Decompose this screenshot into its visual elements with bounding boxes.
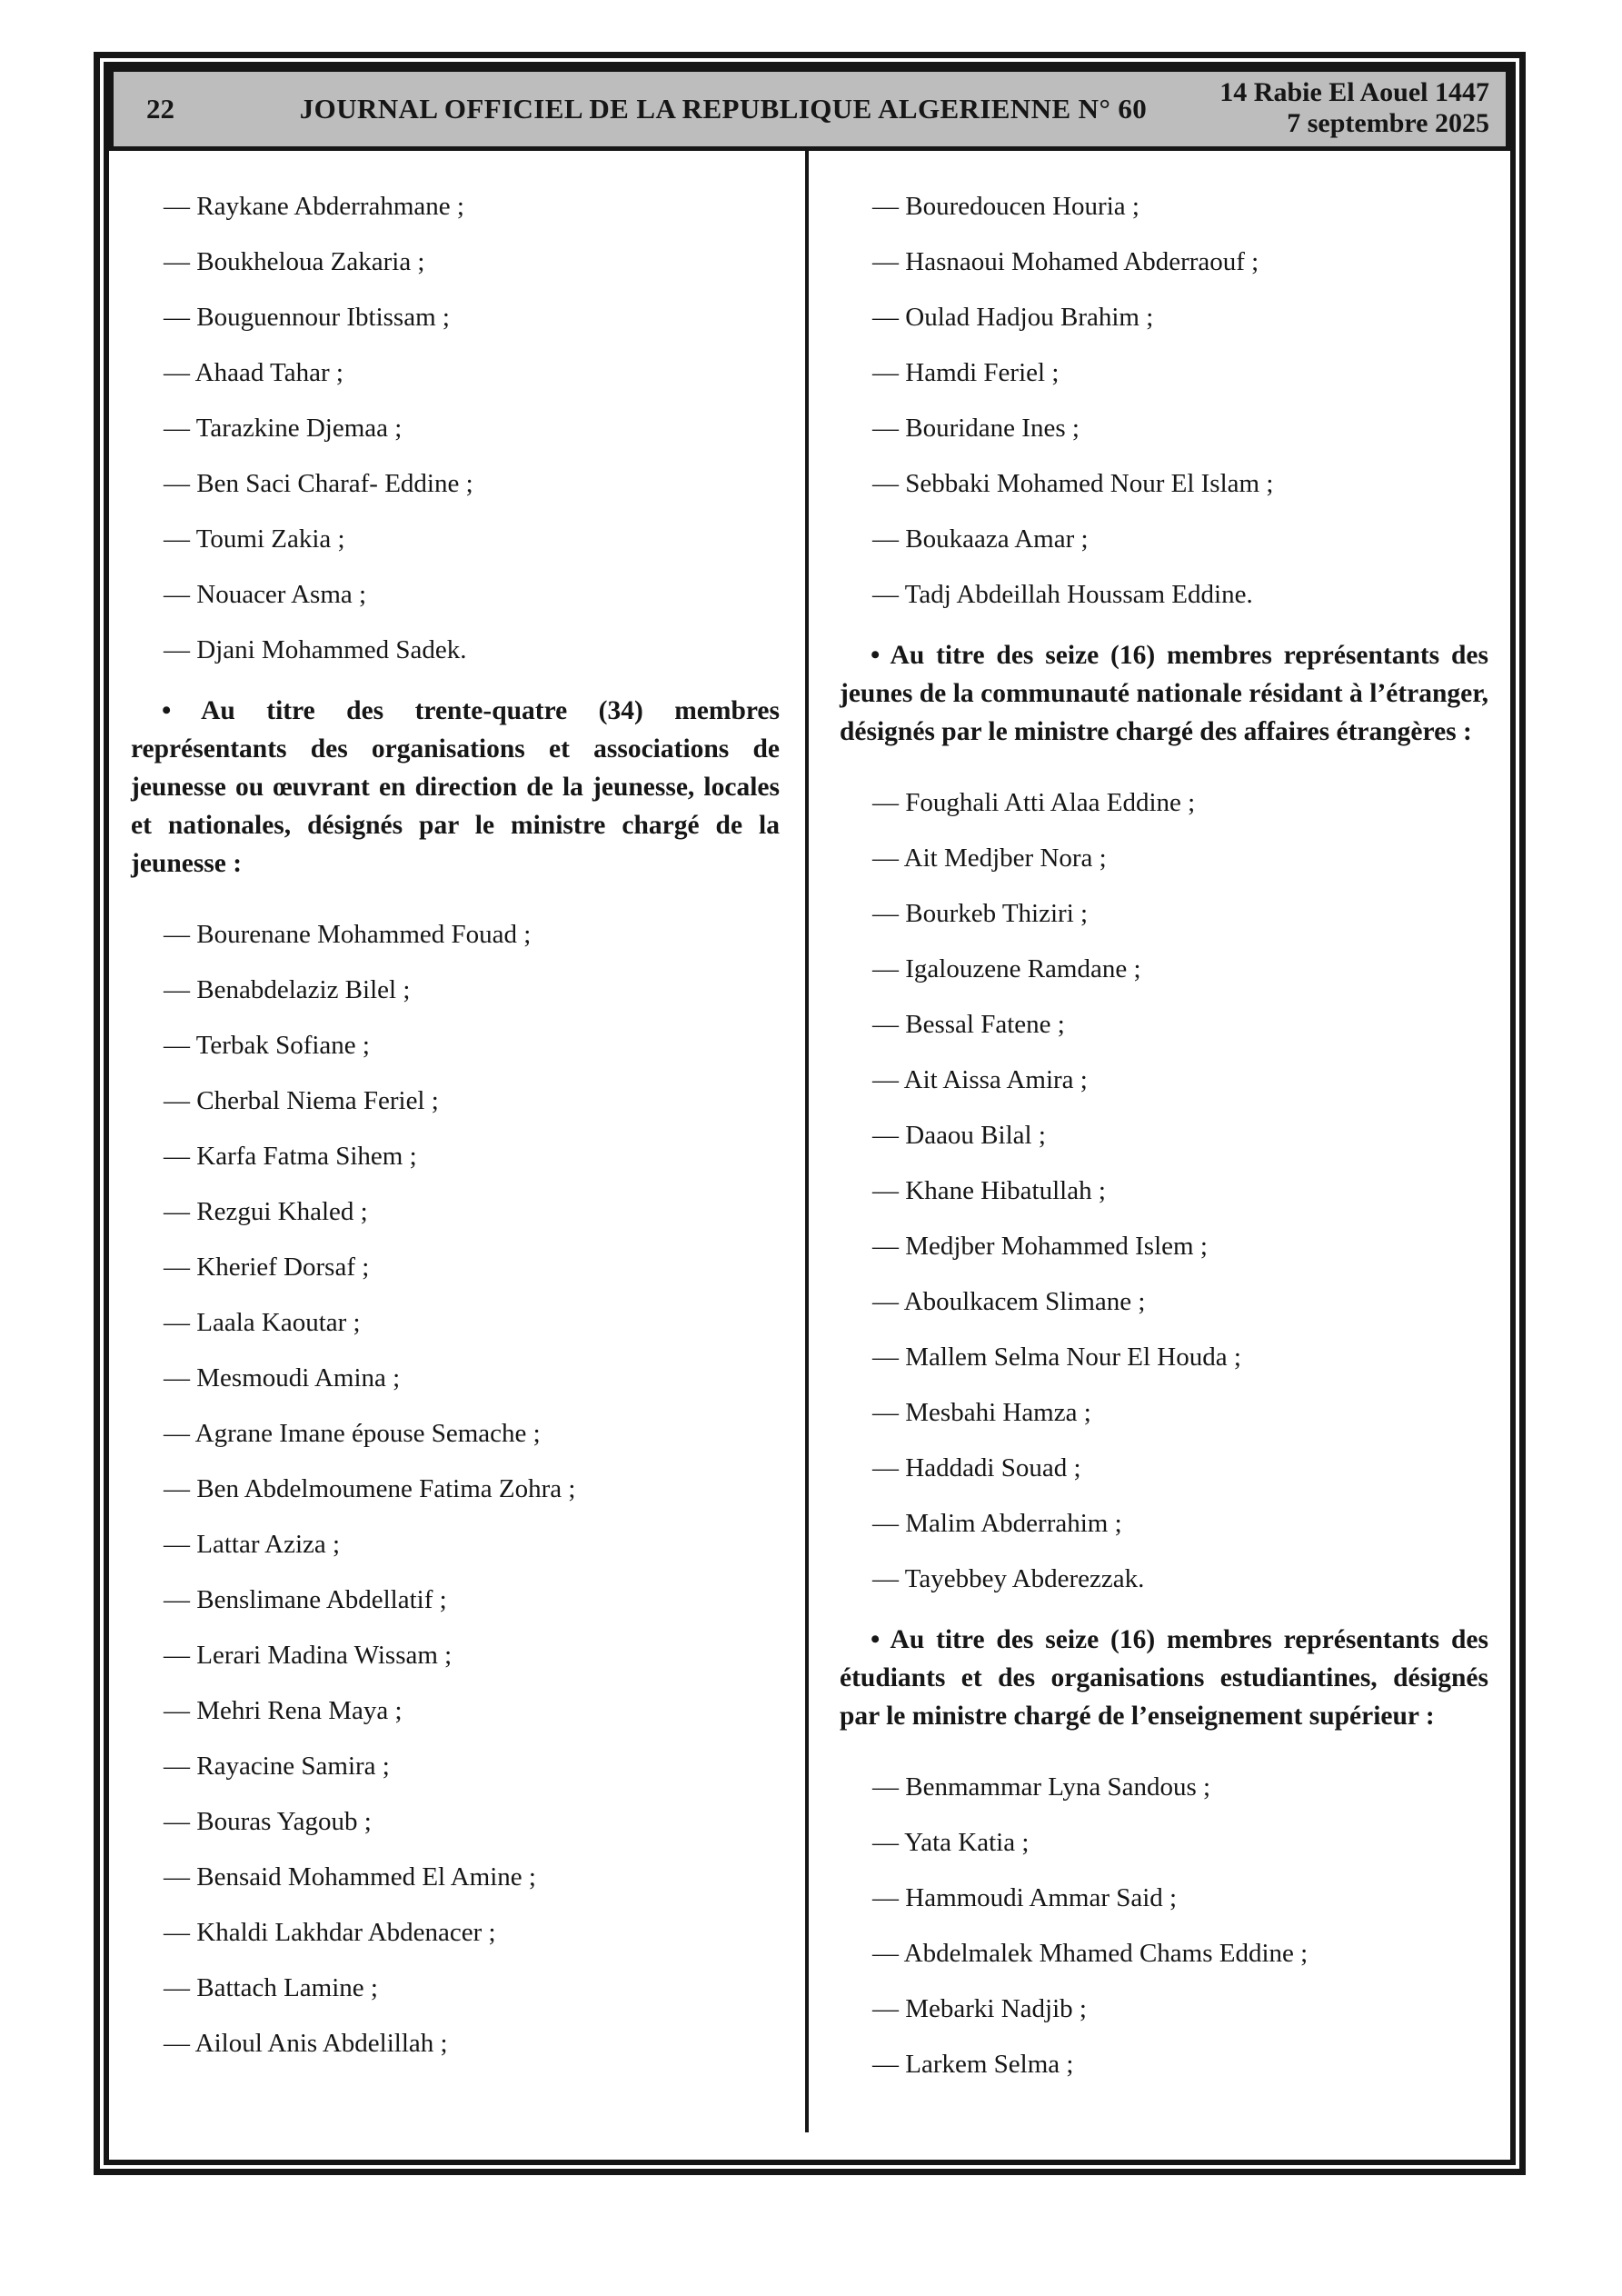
member-list-item: — Sebbaki Mohamed Nour El Islam ; — [872, 469, 1274, 498]
member-list-item: — Oulad Hadjou Brahim ; — [872, 303, 1154, 332]
member-list-item: — Rayacine Samira ; — [164, 1752, 390, 1781]
member-list-item: — Cherbal Niema Feriel ; — [164, 1086, 439, 1115]
member-list-item: — Karfa Fatma Sihem ; — [164, 1142, 417, 1171]
section-heading-youth-organizations: • Au titre des trente-quatre (34) membres représentants des organisations et associations de jeunesse ou œuvrant en direction de la jeunesse, locales et nationales, désignés par le ministre chargé de la jeunesse : — [131, 696, 780, 878]
member-list-item: — Lattar Aziza ; — [164, 1530, 341, 1559]
page-number: 22 — [146, 93, 174, 125]
member-list-item: — Boukheloua Zakaria ; — [164, 247, 425, 276]
member-list-item: — Khane Hibatullah ; — [872, 1176, 1106, 1205]
two-column-body — [109, 151, 1510, 2160]
member-list-item: — Foughali Atti Alaa Eddine ; — [872, 788, 1196, 817]
member-list-item: — Abdelmalek Mhamed Chams Eddine ; — [872, 1939, 1309, 1968]
member-list-item: — Haddadi Souad ; — [872, 1453, 1081, 1482]
page-inner-frame — [104, 62, 1516, 2165]
member-list-item: — Lerari Madina Wissam ; — [164, 1641, 453, 1670]
member-list-item: — Bessal Fatene ; — [872, 1010, 1065, 1039]
member-list-item: — Ait Aissa Amira ; — [872, 1065, 1088, 1094]
member-list-item: — Hammoudi Ammar Said ; — [872, 1883, 1178, 1912]
member-list-item: — Benabdelaziz Bilel ; — [164, 975, 411, 1004]
member-list-item: — Benmammar Lyna Sandous ; — [872, 1772, 1211, 1802]
member-list-item: — Bouras Yagoub ; — [164, 1807, 372, 1836]
member-list-item: — Bouredoucen Houria ; — [872, 192, 1139, 221]
member-list-item: — Bourkeb Thiziri ; — [872, 899, 1089, 928]
member-list-item: — Battach Lamine ; — [164, 1973, 378, 2002]
header-dates — [1197, 72, 1506, 146]
member-list-item: — Toumi Zakia ; — [164, 524, 345, 554]
member-list-item: — Yata Katia ; — [872, 1828, 1030, 1857]
right-column — [809, 151, 1510, 2160]
members-list-youth-organizations — [131, 921, 780, 2057]
member-list-item: — Ahaad Tahar ; — [164, 358, 343, 387]
date-hijri: 14 Rabie El Aouel 1447 — [1219, 77, 1489, 107]
date-gregorian: 7 septembre 2025 — [1287, 108, 1489, 138]
member-list-item: — Malim Abderrahim ; — [872, 1509, 1122, 1538]
member-list-item: — Khaldi Lakhdar Abdenacer ; — [164, 1918, 496, 1947]
members-list-diaspora-youth — [840, 789, 1488, 1592]
member-list-item: — Daaou Bilal ; — [872, 1121, 1046, 1150]
member-list-item: — Boukaaza Amar ; — [872, 524, 1089, 554]
members-list-continued-right — [840, 193, 1488, 608]
member-list-item: — Medjber Mohammed Islem ; — [872, 1232, 1208, 1261]
page-border-frame — [94, 52, 1526, 2175]
member-list-item: — Raykane Abderrahmane ; — [164, 192, 464, 221]
member-list-item: — Benslimane Abdellatif ; — [164, 1585, 447, 1614]
member-list-item: — Mehri Rena Maya ; — [164, 1696, 403, 1725]
member-list-item: — Terbak Sofiane ; — [164, 1031, 370, 1060]
members-list-students — [840, 1773, 1488, 2078]
member-list-item: — Ben Saci Charaf- Eddine ; — [164, 469, 473, 498]
member-list-item: — Ait Medjber Nora ; — [872, 844, 1107, 873]
member-list-item: — Hasnaoui Mohamed Abderraouf ; — [872, 247, 1259, 276]
section-heading-diaspora-youth: • Au titre des seize (16) membres représentants des jeunes de la communauté nationale résidant à l’étranger, désignés par le ministre chargé des affaires étrangères : — [840, 641, 1488, 746]
member-list-item: — Mesmoudi Amina ; — [164, 1363, 401, 1393]
member-list-item: — Nouacer Asma ; — [164, 580, 367, 609]
member-list-item: — Mebarki Nadjib ; — [872, 1994, 1087, 2023]
member-list-item: — Igalouzene Ramdane ; — [872, 954, 1141, 983]
member-list-item: — Kherief Dorsaf ; — [164, 1253, 370, 1282]
member-list-item: — Bensaid Mohammed El Amine ; — [164, 1862, 536, 1892]
member-list-item: — Tayebbey Abderezzak. — [872, 1564, 1145, 1593]
member-list-item: — Bouguennour Ibtissam ; — [164, 303, 450, 332]
member-list-item: — Djani Mohammed Sadek. — [164, 635, 467, 664]
member-list-item: — Rezgui Khaled ; — [164, 1197, 368, 1226]
member-list-item: — Tarazkine Djemaa ; — [164, 414, 403, 443]
member-list-item: — Tadj Abdeillah Houssam Eddine. — [872, 580, 1253, 609]
member-list-item: — Ailoul Anis Abdelillah ; — [164, 2029, 448, 2058]
journal-title: JOURNAL OFFICIEL DE LA REPUBLIQUE ALGERIENNE N° 60 — [299, 93, 1148, 125]
section-heading-students: • Au titre des seize (16) membres représentants des étudiants et des organisations estudiantines, désignés par le ministre chargé de l’enseignement supérieur : — [840, 1625, 1488, 1731]
page-header-band — [109, 67, 1510, 151]
member-list-item: — Aboulkacem Slimane ; — [872, 1287, 1146, 1316]
member-list-item: — Agrane Imane épouse Semache ; — [164, 1419, 541, 1448]
member-list-item: — Ben Abdelmoumene Fatima Zohra ; — [164, 1474, 576, 1503]
member-list-item: — Larkem Selma ; — [872, 2050, 1074, 2079]
members-list-continued — [131, 193, 780, 664]
member-list-item: — Hamdi Feriel ; — [872, 358, 1060, 387]
member-list-item: — Bourenane Mohammed Fouad ; — [164, 920, 532, 949]
member-list-item: — Mallem Selma Nour El Houda ; — [872, 1343, 1241, 1372]
member-list-item: — Mesbahi Hamza ; — [872, 1398, 1091, 1427]
member-list-item: — Laala Kaoutar ; — [164, 1308, 361, 1337]
left-column — [109, 151, 805, 2160]
member-list-item: — Bouridane Ines ; — [872, 414, 1080, 443]
